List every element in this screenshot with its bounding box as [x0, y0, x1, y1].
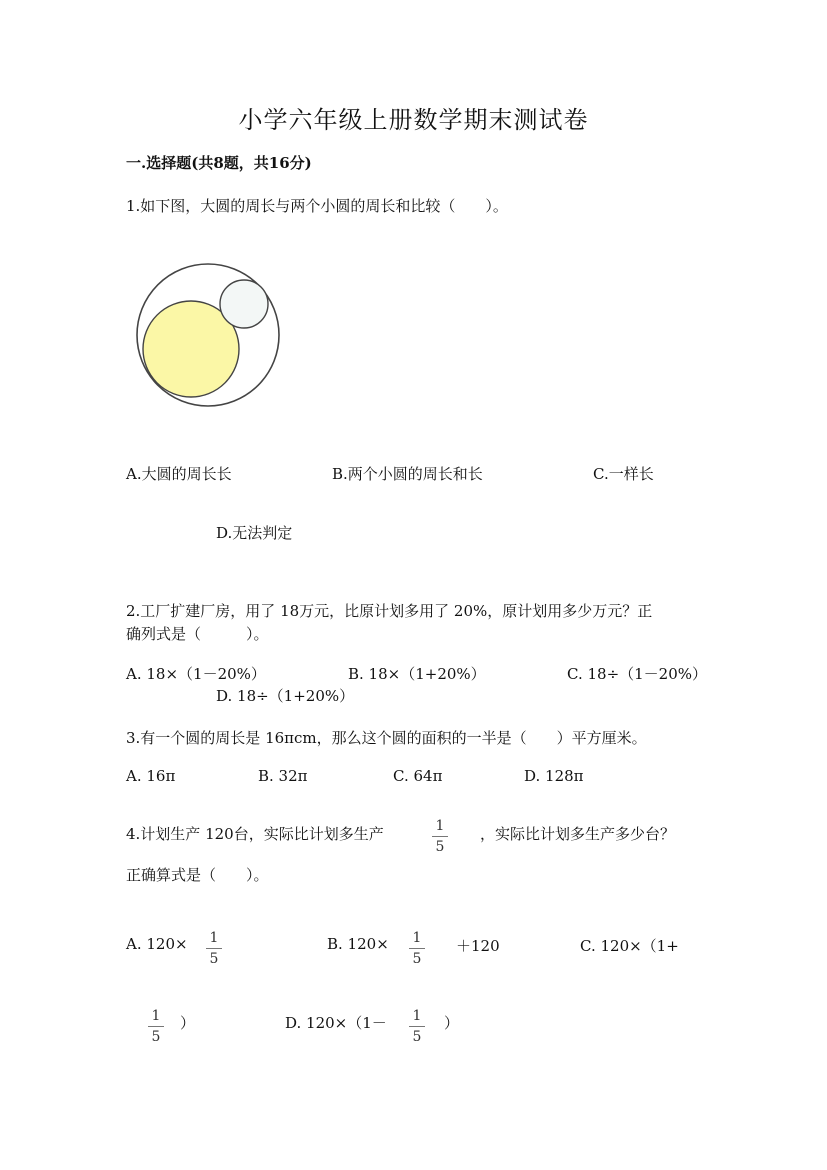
q1-option-d: D.无法判定: [216, 524, 293, 542]
fraction-denominator: 5: [209, 951, 219, 967]
fraction-denominator: 5: [151, 1029, 161, 1045]
q4-fraction-one-fifth: [432, 818, 448, 855]
q4-text-line1-part1: 4.计划生产 120台，实际比计划多生产: [126, 825, 384, 843]
q1-text: 1.如下图，大圆的周长与两个小圆的周长和比较（ ）。: [126, 197, 508, 215]
fraction-numerator: 1: [435, 818, 445, 834]
q4-option-a: A. 120×: [126, 935, 188, 953]
q4-option-d-fraction: [409, 1008, 425, 1045]
fraction-bar: [409, 1026, 425, 1027]
page-title: 小学六年级上册数学期末测试卷: [238, 106, 589, 134]
q2-option-b: B. 18×（1+20%）: [348, 665, 486, 683]
q3-option-b: B. 32π: [258, 767, 308, 785]
q2-option-d: D. 18÷（1+20%）: [216, 687, 355, 705]
q1-option-c: C.一样长: [593, 465, 654, 483]
q2-option-a: A. 18×（1－20%）: [126, 665, 266, 683]
q4-option-b-fraction: [409, 930, 425, 967]
q2-text-line1: 2.工厂扩建厂房，用了 18万元，比原计划多用了 20%，原计划用多少万元？正: [126, 602, 653, 620]
q1-circles-figure: [128, 258, 288, 413]
fraction-numerator: 1: [151, 1008, 161, 1024]
fraction-denominator: 5: [412, 1029, 422, 1045]
q4-option-b: B. 120×: [327, 935, 389, 953]
q4-option-a-fraction: [206, 930, 222, 967]
fraction-bar: [409, 948, 425, 949]
q3-option-a: A. 16π: [126, 767, 176, 785]
q3-option-c: C. 64π: [393, 767, 443, 785]
q4-option-d-close: ）: [444, 1014, 460, 1032]
q4-option-c-fraction: [148, 1008, 164, 1045]
q4-option-b-suffix: ＋120: [456, 937, 500, 955]
fraction-denominator: 5: [435, 839, 445, 855]
q2-option-c: C. 18÷（1－20%）: [567, 665, 708, 683]
q4-option-c-close: ）: [180, 1014, 196, 1032]
q4-option-d: D. 120×（1－: [285, 1014, 387, 1032]
q1-option-a: A.大圆的周长长: [126, 465, 232, 483]
fraction-numerator: 1: [412, 930, 422, 946]
fraction-bar: [148, 1026, 164, 1027]
fraction-numerator: 1: [209, 930, 219, 946]
section-heading: 一.选择题(共8题，共16分): [126, 154, 312, 172]
fraction-denominator: 5: [412, 951, 422, 967]
q3-text: 3.有一个圆的周长是 16πcm，那么这个圆的面积的一半是（ ）平方厘米。: [126, 729, 647, 747]
fraction-bar: [432, 836, 448, 837]
q1-option-b: B.两个小圆的周长和长: [332, 465, 483, 483]
q4-text-line1-part2: ，实际比计划多生产多少台？: [480, 825, 676, 843]
small-circle: [220, 280, 268, 328]
q4-text-line2: 正确算式是（ ）。: [126, 866, 269, 884]
fraction-numerator: 1: [412, 1008, 422, 1024]
q3-option-d: D. 128π: [524, 767, 584, 785]
q2-text-line2: 确列式是（ ）。: [126, 625, 269, 643]
fraction-bar: [206, 948, 222, 949]
q4-option-c: C. 120×（1+: [580, 937, 679, 955]
